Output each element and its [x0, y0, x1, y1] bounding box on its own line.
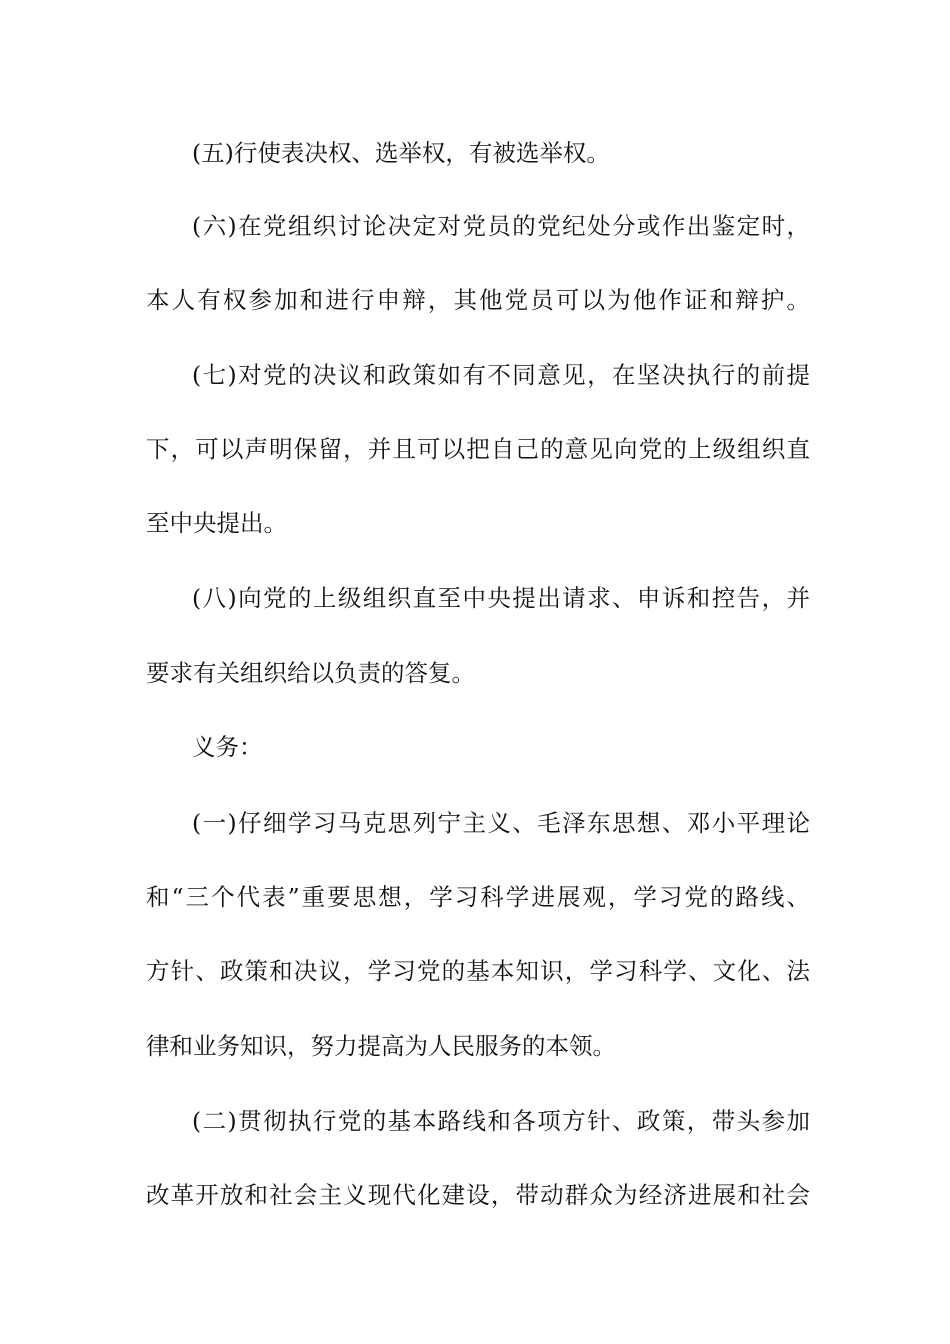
- paragraph-right-6-line-1: (六)在党组织讨论决定对党员的党纪处分或作出鉴定时，: [192, 212, 810, 240]
- paragraph-right-8-line-2: 要求有关组织给以负责的答复。: [146, 659, 475, 687]
- paragraph-duty-1-line-2: 和“三个代表”重要思想，学习科学进展观，学习党的路线、: [146, 883, 810, 911]
- section-heading-duties: 义务：: [192, 733, 263, 761]
- paragraph-duty-1-line-3: 方针、政策和决议，学习党的基本知识，学习科学、文化、法: [146, 957, 810, 985]
- paragraph-duty-1-line-1: (一)仔细学习马克思列宁主义、毛泽东思想、邓小平理论: [192, 809, 810, 837]
- paragraph-duty-1-line-4: 律和业务知识，努力提高为人民服务的本领。: [146, 1032, 616, 1060]
- paragraph-right-7-line-1: (七)对党的决议和政策如有不同意见，在坚决执行的前提: [192, 361, 810, 389]
- paragraph-right-7-line-2: 下，可以声明保留，并且可以把自己的意见向党的上级组织直: [146, 435, 810, 463]
- paragraph-right-8-line-1: (八)向党的上级组织直至中央提出请求、申诉和控告，并: [192, 584, 810, 612]
- paragraph-right-6-line-2: 本人有权参加和进行申辩，其他党员可以为他作证和辩护。: [146, 286, 810, 314]
- paragraph-duty-2-line-1: (二)贯彻执行党的基本路线和各项方针、政策，带头参加: [192, 1107, 810, 1135]
- paragraph-right-5: (五)行使表决权、选举权，有被选举权。: [192, 139, 610, 167]
- paragraph-duty-2-line-2: 改革开放和社会主义现代化建设，带动群众为经济进展和社会: [146, 1181, 810, 1209]
- paragraph-right-7-line-3: 至中央提出。: [146, 509, 287, 537]
